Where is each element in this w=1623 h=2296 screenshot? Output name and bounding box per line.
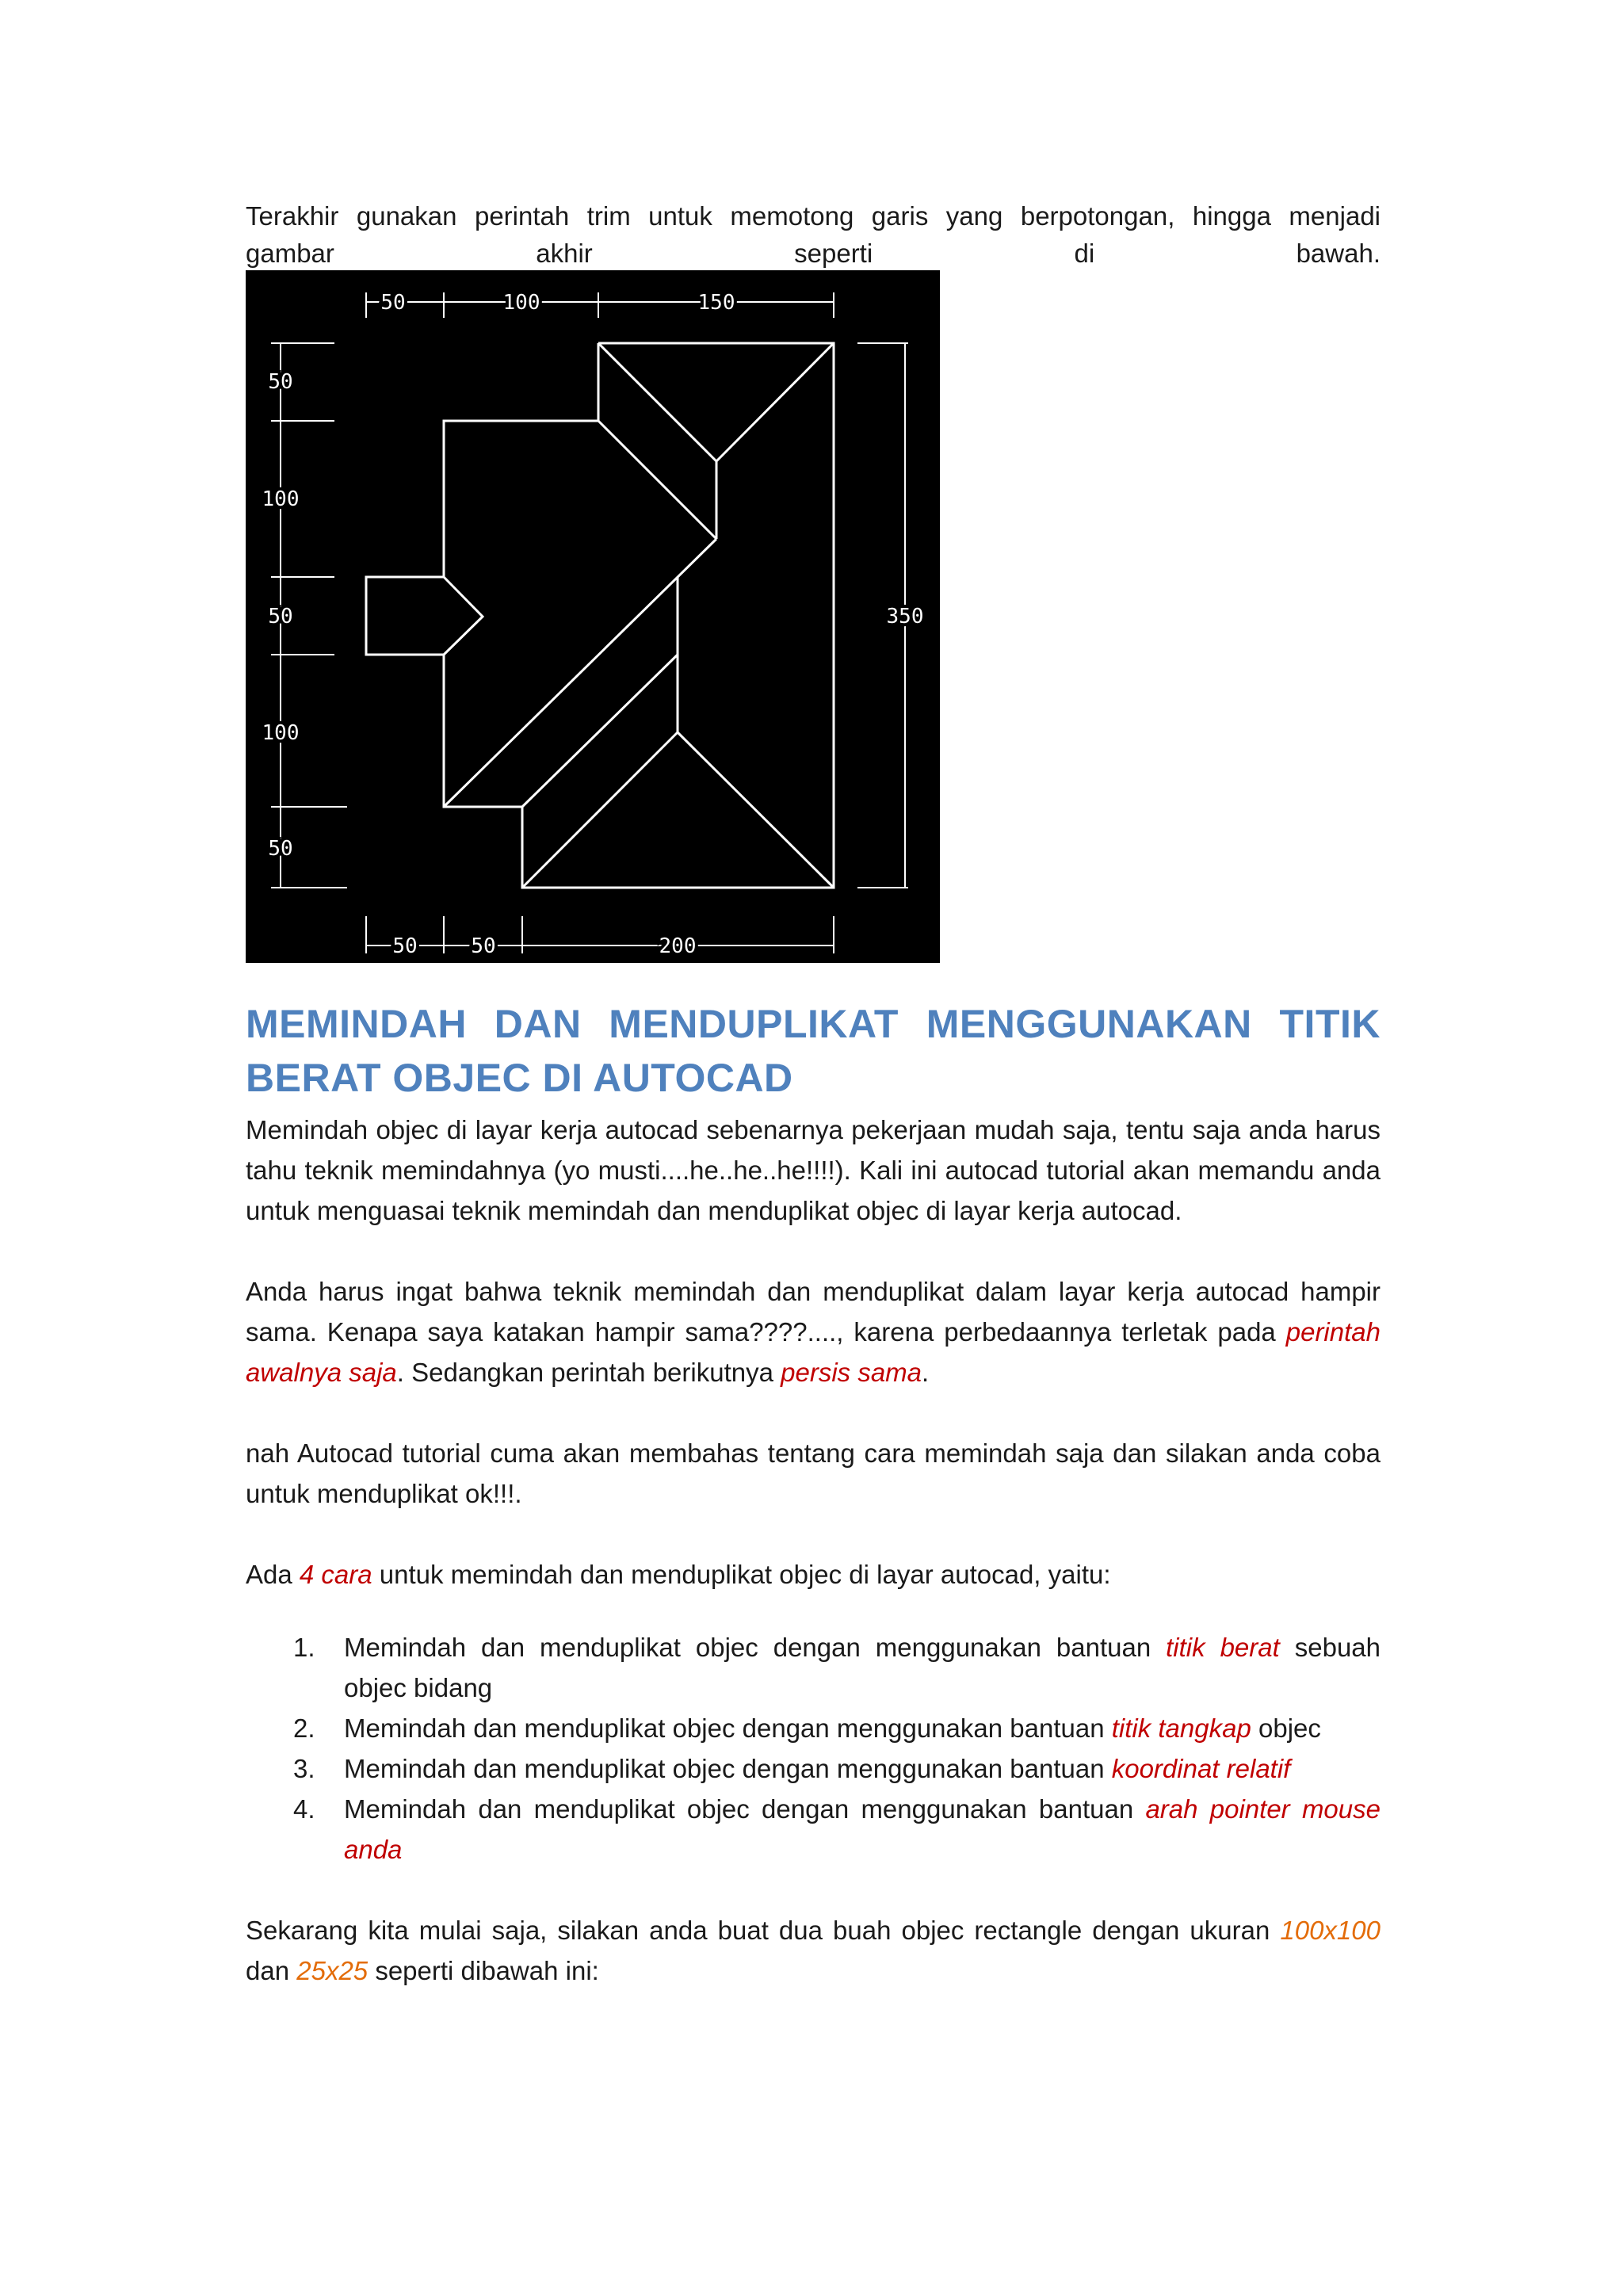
paragraph-4-c: untuk memindah dan menduplikat objec di layar autocad, yaitu: xyxy=(372,1560,1111,1589)
outline-shape xyxy=(366,343,834,888)
paragraph-2-emphasis-2: persis sama xyxy=(781,1358,922,1387)
list-item-number: 4. xyxy=(293,1794,315,1824)
dim-right: 350 xyxy=(886,605,924,628)
paragraph-2-emphasis-1: perintah awalnya saja xyxy=(246,1317,1381,1387)
methods-list xyxy=(246,1627,1381,1870)
paragraph-2-a: Anda harus ingat bahwa teknik memindah dan menduplikat dalam layar kerja autocad hampir sama. Kenapa saya katakan hampir sama????...., karena perbedaannya terletak pada xyxy=(246,1277,1381,1347)
paragraph-2 xyxy=(246,1271,1381,1392)
section-heading xyxy=(246,997,1381,1105)
list-item-tail: objec xyxy=(1251,1713,1321,1743)
dim-left-5: 50 xyxy=(268,837,293,861)
paragraph-5-a: Sekarang kita mulai saja, silakan anda buat dua buah objec rectangle dengan ukuran xyxy=(246,1916,1281,1945)
paragraph-1: Memindah objec di layar kerja autocad sebenarnya pekerjaan mudah saja, tentu saja anda harus tahu teknik memindahnya (yo musti....he..he..he!!!!). Kali ini autocad tutorial akan memandu anda untuk menguasai teknik memindah dan menduplikat objec di layar kerja autocad. xyxy=(246,1115,1381,1225)
list-item-emphasis: titik berat xyxy=(1166,1633,1280,1662)
paragraph-4-a: Ada xyxy=(246,1560,300,1589)
dim-bottom-1: 50 xyxy=(392,934,418,958)
dim-left-2: 100 xyxy=(262,487,300,511)
autocad-drawing xyxy=(246,270,940,963)
paragraph-3: nah Autocad tutorial cuma akan membahas tentang cara memindah saja dan silakan anda coba untuk menduplikat ok!!!. xyxy=(246,1438,1381,1508)
list-item-text: Memindah dan menduplikat objec dengan menggunakan bantuan xyxy=(344,1633,1167,1662)
paragraph-5-size-1: 100x100 xyxy=(1280,1916,1381,1945)
paragraph-2-c: . Sedangkan perintah berikutnya xyxy=(396,1358,781,1387)
list-item-emphasis: arah pointer mouse anda xyxy=(344,1794,1381,1864)
dim-left-3: 50 xyxy=(268,605,293,628)
paragraph-5-size-2: 25x25 xyxy=(296,1956,369,1985)
paragraph-4-emphasis: 4 cara xyxy=(299,1560,372,1589)
intro-line-2-text: gambar akhir seperti di bawah. xyxy=(246,239,1381,268)
paragraph-4 xyxy=(246,1554,1381,1595)
list-item-number: 3. xyxy=(293,1754,315,1783)
list-item-text: Memindah dan menduplikat objec dengan menggunakan bantuan xyxy=(344,1794,1146,1824)
list-item xyxy=(246,1627,1381,1708)
section-heading-line-2: BERAT OBJEC DI AUTOCAD xyxy=(246,1056,793,1100)
list-item-tail: sebuah objec bidang xyxy=(344,1633,1381,1702)
paragraph-5-e: seperti dibawah ini: xyxy=(368,1956,599,1985)
left-arrow-shape xyxy=(444,577,483,655)
dim-left-1: 50 xyxy=(268,370,293,394)
paragraph-5 xyxy=(246,1910,1381,1991)
dim-top-2: 100 xyxy=(502,291,540,315)
dim-left-4: 100 xyxy=(262,721,300,745)
list-item-number: 2. xyxy=(293,1713,315,1743)
list-item-emphasis: koordinat relatif xyxy=(1111,1754,1291,1783)
dim-top-1: 50 xyxy=(380,291,406,315)
section-heading-line-1: MEMINDAH DAN MENDUPLIKAT MENGGUNAKAN TITIK xyxy=(246,1002,1381,1046)
list-item-text: Memindah dan menduplikat objec dengan menggunakan bantuan xyxy=(344,1713,1112,1743)
intro-line-1: Terakhir gunakan perintah trim untuk memotong garis yang berpotongan, hingga menjadi xyxy=(246,201,1381,231)
list-item-number: 1. xyxy=(293,1633,315,1662)
intro-line-2 xyxy=(246,233,1381,273)
list-item-emphasis: titik tangkap xyxy=(1111,1713,1251,1743)
dim-bottom-2: 50 xyxy=(471,934,496,958)
paragraph-5-c: dan xyxy=(246,1956,297,1985)
list-item xyxy=(246,1748,1381,1789)
list-item xyxy=(246,1708,1381,1748)
dim-top-3: 150 xyxy=(697,291,735,315)
list-item xyxy=(246,1789,1381,1870)
autocad-drawing-svg xyxy=(246,270,940,963)
paragraph-2-e: . xyxy=(922,1358,930,1387)
list-item-text: Memindah dan menduplikat objec dengan menggunakan bantuan xyxy=(344,1754,1112,1783)
dim-bottom-3: 200 xyxy=(659,934,697,958)
